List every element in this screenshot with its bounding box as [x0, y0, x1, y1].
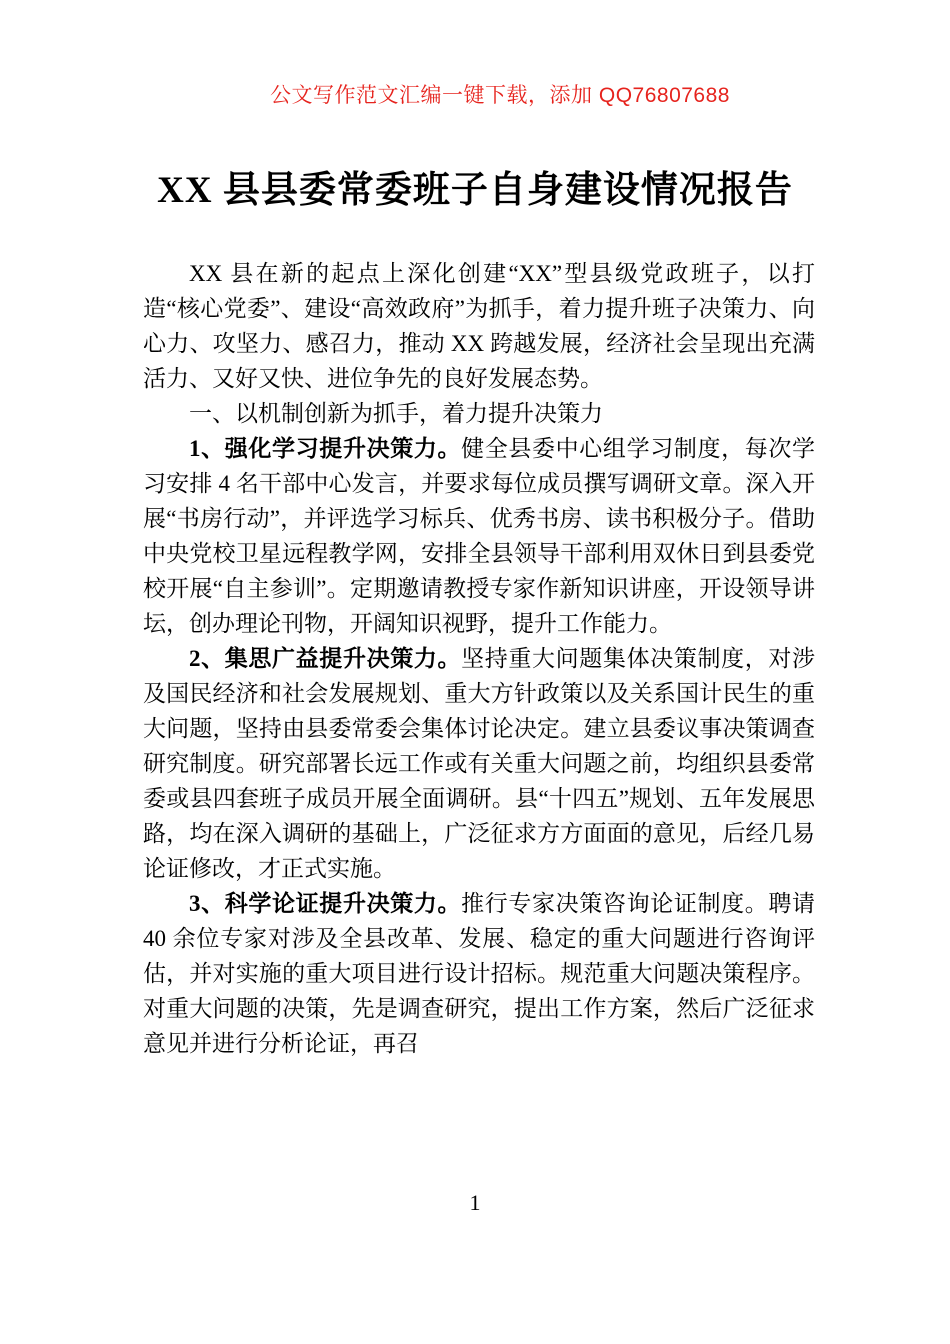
paragraph-text: XX 县在新的起点上深化创建“XX”型县级党政班子，以打造“核心党委”、建设“高效政府”为抓手，着力提升班子决策力、向心力、攻坚力、感召力，推动 XX 跨越发展，经济社会呈现出充满活力、又好又快、进位争先的良好发展态势。 — [143, 261, 815, 391]
paragraph-lead: 2、集思广益提升决策力。 — [189, 646, 462, 671]
document-body — [143, 256, 815, 1061]
paragraph-lead: 3、科学论证提升决策力。 — [189, 891, 462, 916]
paragraph-text: 健全县委中心组学习制度，每次学习安排 4 名干部中心发言，并要求每位成员撰写调研文章。深入开展“书房行动”，并评选学习标兵、优秀书房、读书积极分子。借助中央党校卫星远程教学网，安排全县领导干部利用双休日到县委党校开展“自主参训”。定期邀请教授专家作新知识讲座，开设领导讲坛，创办理论刊物，开阔知识视野，提升工作能力。 — [143, 436, 816, 636]
header-notice: 公文写作范文汇编一键下载，添加 QQ76807688 — [270, 84, 730, 107]
page-number: 1 — [469, 1190, 481, 1215]
paragraph-text: 一、以机制创新为抓手，着力提升决策力 — [189, 401, 603, 426]
paragraph-text: 推行专家决策咨询论证制度。聘请 40 余位专家对涉及全县改革、发展、稳定的重大问题进行咨询评估，并对实施的重大项目进行设计招标。规范重大问题决策程序。对重大问题的决策，先是调查研究，提出工作方案，然后广泛征求意见并进行分析论证，再召 — [143, 891, 816, 1056]
paragraph-lead: 1、强化学习提升决策力。 — [189, 436, 462, 461]
body-paragraph — [143, 431, 815, 641]
paragraph-text: 坚持重大问题集体决策制度，对涉及国民经济和社会发展规划、重大方针政策以及关系国计民生的重大问题，坚持由县委常委会集体讨论决定。建立县委议事决策调查研究制度。研究部署长远工作或有关重大问题之前，均组织县委常委或县四套班子成员开展全面调研。县“十四五”规划、五年发展思路，均在深入调研的基础上，广泛征求方方面面的意见，后经几易论证修改，才正式实施。 — [143, 646, 816, 881]
body-paragraph — [143, 256, 815, 396]
body-paragraph — [143, 886, 815, 1061]
body-paragraph — [143, 641, 815, 886]
section-heading — [143, 396, 815, 431]
document-title: XX 县县委常委班子自身建设情况报告 — [157, 170, 793, 211]
